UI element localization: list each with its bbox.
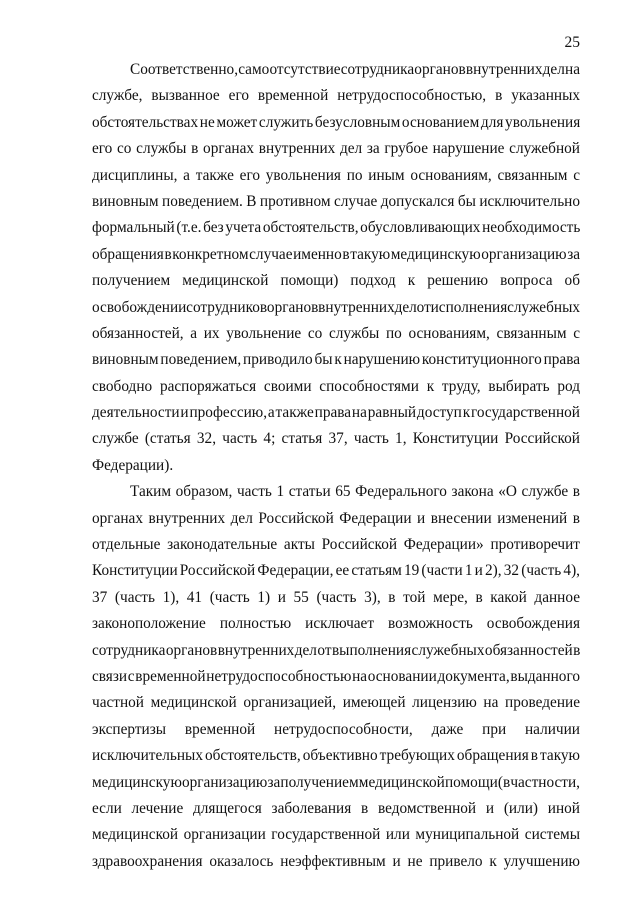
paragraph	[92, 57, 580, 479]
text-line: Федерации).	[92, 456, 174, 474]
text-line: виновным поведением, приводило бы к нарушению конституционного права	[92, 351, 581, 369]
text-line: Таким образом, часть 1 статьи 65 Федерального закона «О службе в	[130, 483, 580, 501]
text-line: отдельные законодательные акты Российской Федерации» противоречит	[92, 536, 580, 554]
text-line: виновным поведением. В противном случае допускался бы исключительно	[92, 192, 580, 210]
text-line: формальный (т.е. без учета обстоятельств, обусловливающих необходимость	[92, 219, 581, 237]
text-line: дисциплины, а также его увольнения по иным основаниям, связанным с	[92, 166, 580, 184]
page-number: 25	[564, 34, 580, 51]
text-line: получением медицинской помощи) подход к решению вопроса об	[92, 272, 580, 290]
text-line: сотрудника органов внутренних дел от выполнения служебных обязанностей в	[92, 641, 581, 659]
text-line: законоположение полностью исключает возможность освобождения	[92, 615, 580, 633]
text-line: деятельности и профессию, а также права на равный доступ к государственной	[92, 404, 580, 422]
text-line: Соответственно, само отсутствие сотрудника органов внутренних дел на	[130, 61, 580, 78]
text-line: связи с временной нетрудоспособностью на основании документа, выданного	[92, 667, 580, 685]
text-line: Конституции Российской Федерации, ее статьям 19 (части 1 и 2), 32 (часть 4),	[92, 562, 580, 580]
text-line: обстоятельствах не может служить безусловным основанием для увольнения	[92, 113, 581, 131]
paragraph	[92, 479, 580, 875]
text-line: его со службы в органах внутренних дел за грубое нарушение служебной	[92, 140, 580, 158]
body-text	[92, 57, 580, 875]
text-line: освобождении сотрудников органов внутренних дел от исполнения служебных	[92, 298, 580, 316]
text-line: органах внутренних дел Российской Федерации и внесении изменений в	[92, 509, 580, 527]
text-line: медицинскую организацию за получением медицинской помощи (в частности,	[92, 773, 580, 791]
text-line: частной медицинской организацией, имеющей лицензию на проведение	[92, 694, 580, 712]
text-line: обязанностей, а их увольнение со службы по основаниям, связанным с	[92, 324, 580, 342]
text-line: экспертизы временной нетрудоспособности, даже при наличии	[92, 720, 580, 738]
text-line: медицинской организации государственной или муниципальной системы	[92, 826, 580, 844]
text-line: здравоохранения оказалось неэффективным и не привело к улучшению	[92, 852, 580, 870]
text-line: обращения в конкретном случае именно в такую медицинскую организацию за	[92, 245, 581, 263]
text-line: 37 (часть 1), 41 (часть 1) и 55 (часть 3), в той мере, в какой данное	[92, 588, 580, 606]
text-line: службе, вызванное его временной нетрудоспособностью, в указанных	[92, 87, 580, 105]
text-line: свободно распоряжаться своими способностями к труду, выбирать род	[92, 377, 580, 395]
text-line: если лечение длящегося заболевания в ведомственной и (или) иной	[92, 799, 580, 817]
text-line: исключительных обстоятельств, объективно требующих обращения в такую	[92, 747, 580, 765]
text-line: службе (статья 32, часть 4; статья 37, часть 1, Конституции Российской	[92, 430, 580, 448]
